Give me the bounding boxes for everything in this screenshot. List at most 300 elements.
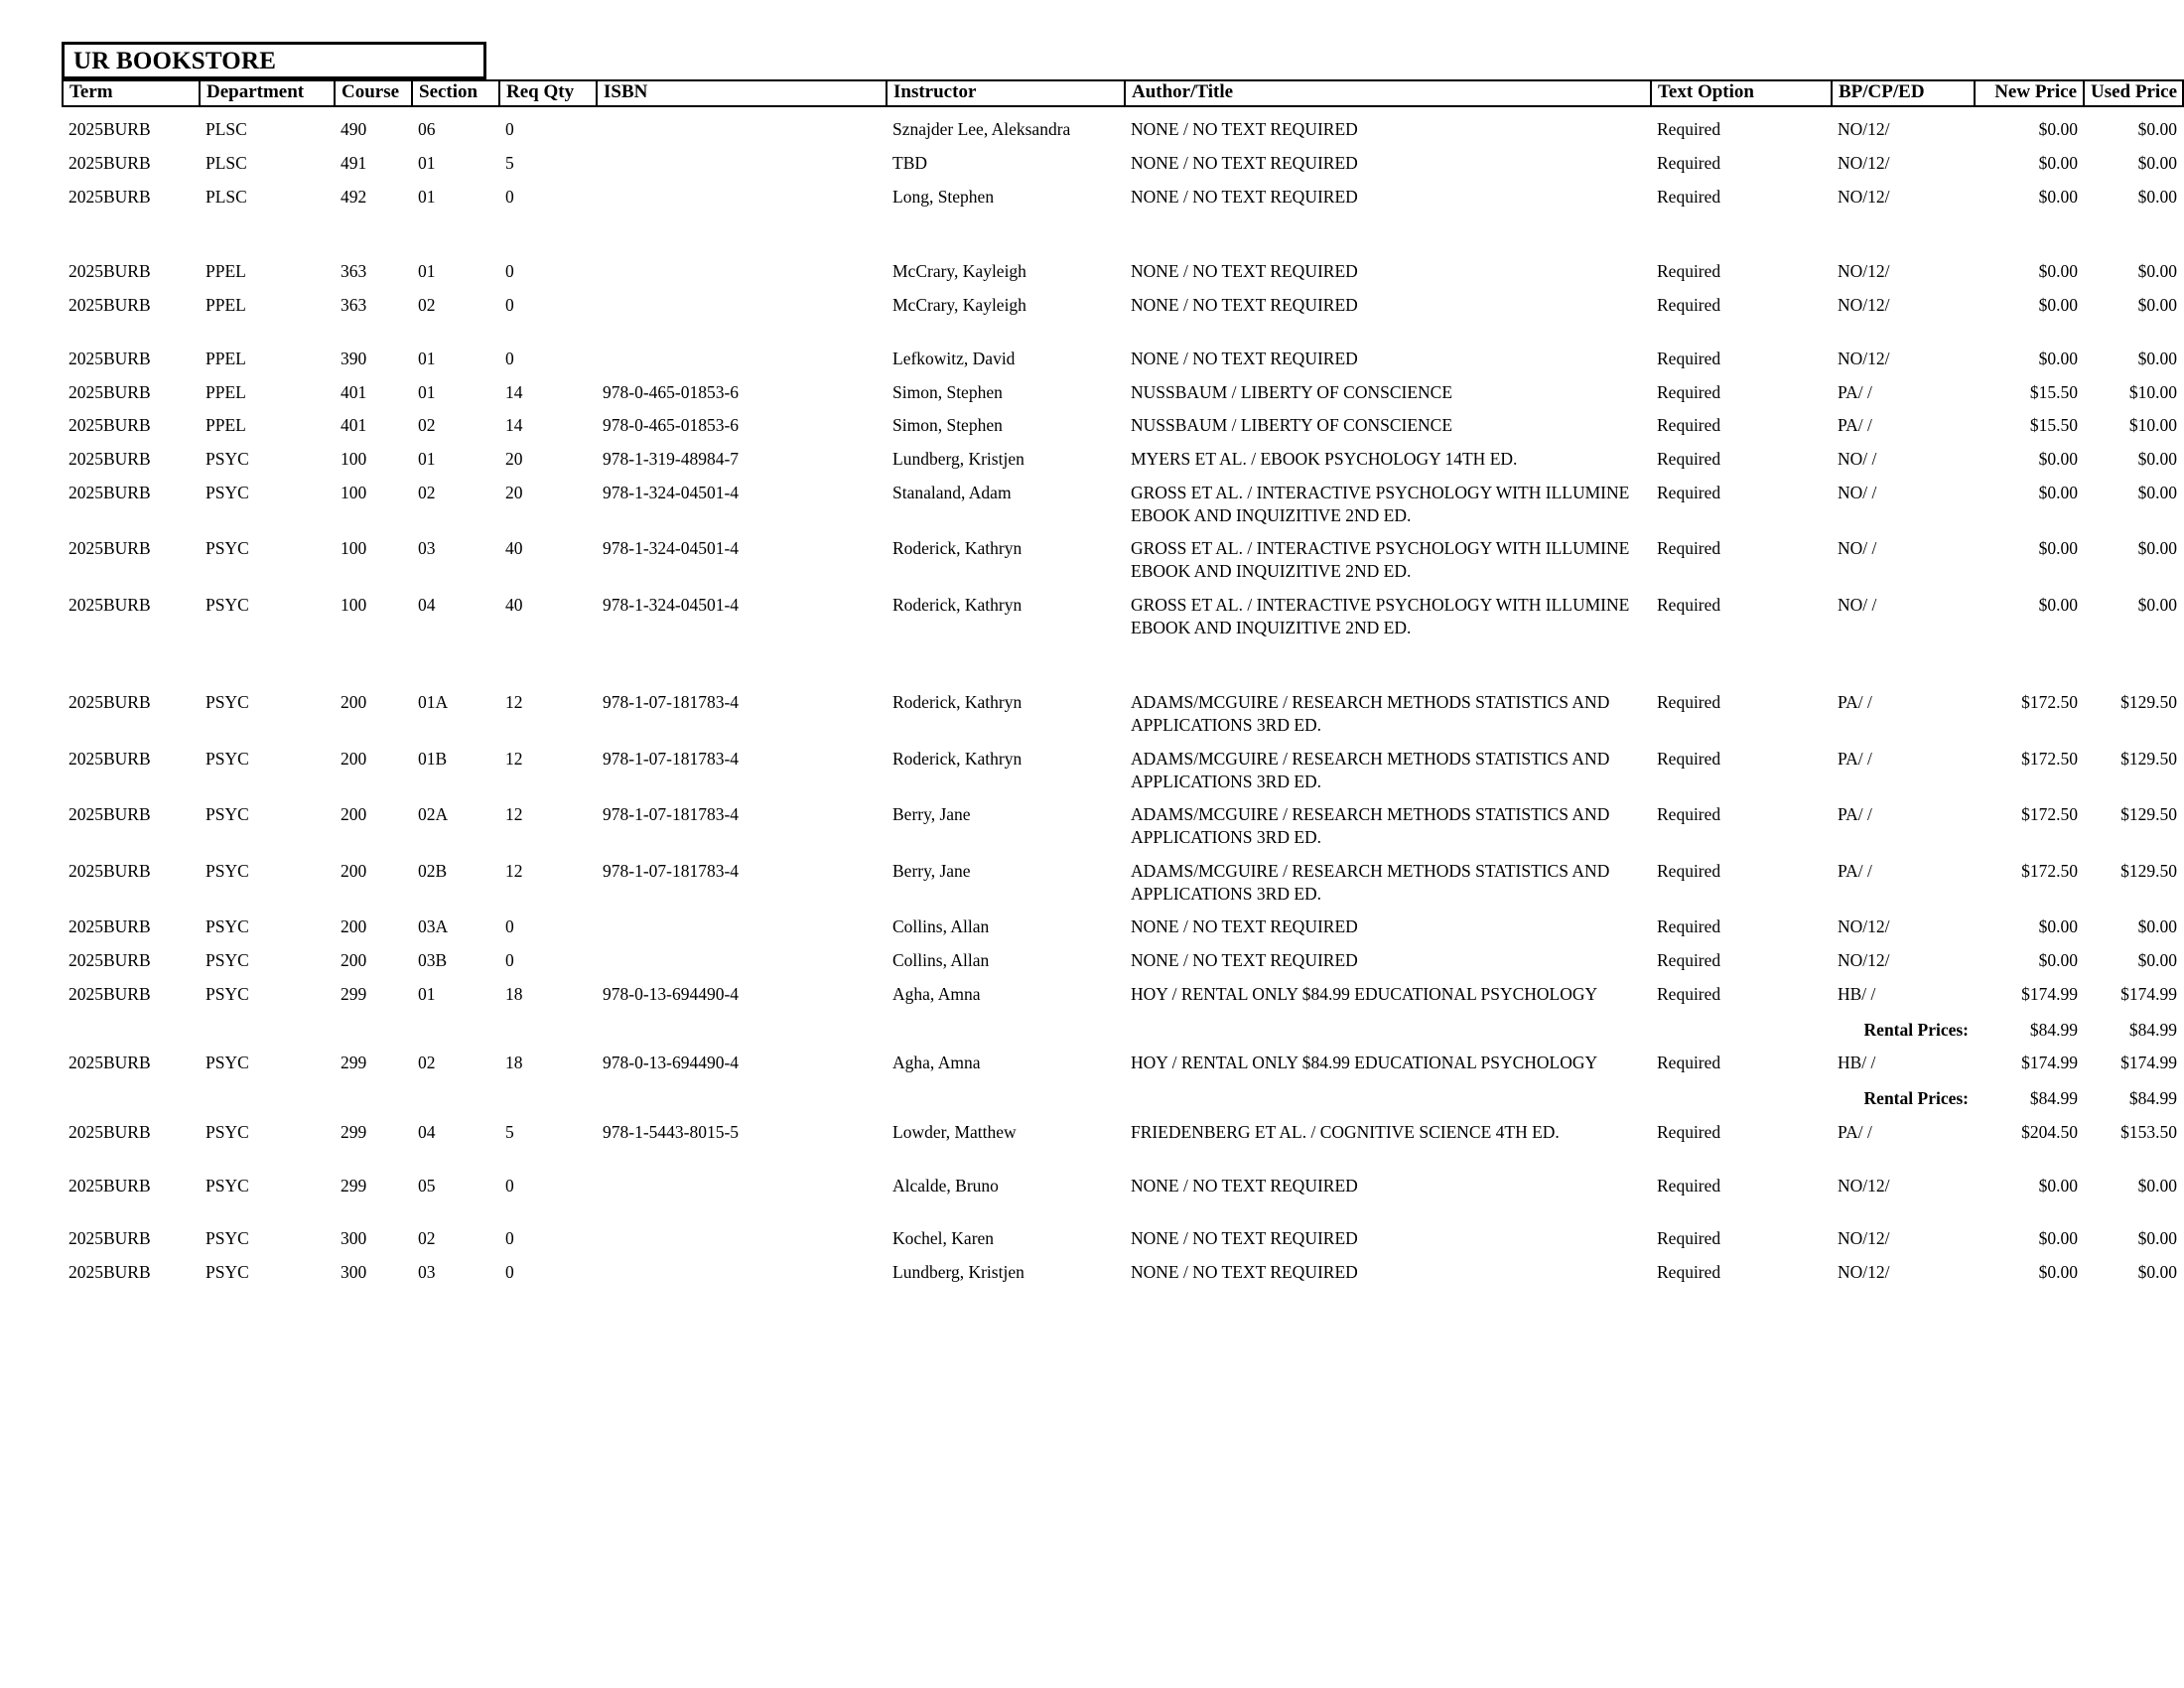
cell-instructor: Long, Stephen [892, 186, 995, 207]
cell-instructor: Roderick, Kathryn [892, 594, 1023, 615]
cell-author-title: NONE / NO TEXT REQUIRED [1131, 348, 1358, 368]
cell-new-price: $174.99 [2021, 1053, 2078, 1073]
cell-course: 492 [341, 186, 367, 207]
cell-used-price: $0.00 [2137, 449, 2177, 469]
cell-req-qty: 0 [505, 1175, 514, 1196]
cell-course: 100 [341, 594, 367, 615]
cell-section: 06 [418, 119, 436, 139]
cell-used-price: $0.00 [2137, 538, 2177, 559]
cell-text-option: Required [1657, 748, 1721, 769]
rental-price-row [63, 1074, 2183, 1110]
cell-new-price: $0.00 [2038, 152, 2078, 173]
cell-section: 01 [418, 186, 436, 207]
cell-bp-cp-ed: PA/ / [1838, 692, 1872, 713]
column-header-req-qty: Req Qty [499, 80, 597, 106]
cell-section: 01A [418, 692, 449, 713]
cell-bp-cp-ed: NO/12/ [1838, 916, 1890, 937]
cell-term: 2025BURB [68, 916, 151, 937]
rental-empty-cell [597, 1074, 887, 1110]
cell-section: 02 [418, 295, 436, 315]
cell-department: PSYC [205, 538, 249, 559]
cell-text-option: Required [1657, 950, 1721, 970]
cell-isbn [597, 337, 887, 370]
cell-section: 04 [418, 594, 436, 615]
cell-isbn [597, 175, 887, 209]
cell-isbn: 978-1-324-04501-4 [603, 594, 740, 615]
cell-bp-cp-ed: PA/ / [1838, 860, 1872, 881]
cell-instructor: Alcalde, Bruno [892, 1175, 999, 1196]
cell-instructor: Collins, Allan [892, 916, 990, 937]
table-header-row [63, 80, 2183, 106]
cell-bp-cp-ed: PA/ / [1838, 804, 1872, 825]
row-spacer-cell [63, 1144, 2183, 1164]
cell-term: 2025BURB [68, 983, 151, 1004]
row-spacer [63, 208, 2183, 249]
cell-instructor: Stanaland, Adam [892, 482, 1012, 502]
cell-section: 02 [418, 1053, 436, 1073]
cell-used-price: $174.99 [2120, 983, 2177, 1004]
cell-department: PSYC [205, 1262, 249, 1282]
cell-new-price: $0.00 [2038, 348, 2078, 368]
rental-empty-cell [335, 1074, 412, 1110]
cell-course: 100 [341, 449, 367, 469]
cell-term: 2025BURB [68, 348, 151, 368]
cell-course: 299 [341, 1175, 367, 1196]
cell-text-option: Required [1657, 415, 1721, 436]
cell-author-title: NONE / NO TEXT REQUIRED [1131, 950, 1358, 970]
cell-author-title: NONE / NO TEXT REQUIRED [1131, 295, 1358, 315]
cell-course: 300 [341, 1262, 367, 1282]
cell-isbn: 978-1-07-181783-4 [603, 860, 740, 881]
cell-course: 100 [341, 482, 367, 502]
cell-used-price: $0.00 [2137, 594, 2177, 615]
column-header-isbn: ISBN [597, 80, 887, 106]
cell-course: 299 [341, 1121, 367, 1142]
cell-new-price: $174.99 [2021, 983, 2078, 1004]
cell-author-title: NONE / NO TEXT REQUIRED [1131, 1262, 1358, 1282]
cell-text-option: Required [1657, 860, 1721, 881]
cell-instructor: Simon, Stephen [892, 381, 1003, 402]
cell-bp-cp-ed: NO/12/ [1838, 348, 1890, 368]
cell-bp-cp-ed: PA/ / [1838, 748, 1872, 769]
cell-used-price: $0.00 [2137, 1228, 2177, 1249]
cell-bp-cp-ed: NO/12/ [1838, 152, 1890, 173]
rental-empty-cell [335, 1006, 412, 1042]
cell-author-title: GROSS ET AL. / INTERACTIVE PSYCHOLOGY WITH ILLUMINE EBOOK AND INQUIZITIVE 2ND ED. [1131, 594, 1630, 637]
cell-term: 2025BURB [68, 1121, 151, 1142]
column-header-course: Course [335, 80, 412, 106]
table-row [63, 403, 2183, 437]
cell-course: 300 [341, 1228, 367, 1249]
cell-new-price: $172.50 [2021, 804, 2078, 825]
cell-isbn: 978-0-465-01853-6 [603, 415, 740, 436]
rental-empty-cell [412, 1006, 499, 1042]
cell-new-price: $172.50 [2021, 692, 2078, 713]
cell-new-price: $204.50 [2021, 1121, 2078, 1142]
row-spacer-cell [63, 208, 2183, 249]
cell-author-title: ADAMS/MCGUIRE / RESEARCH METHODS STATISTICS AND APPLICATIONS 3RD ED. [1131, 860, 1610, 904]
cell-section: 02 [418, 415, 436, 436]
table-row [63, 437, 2183, 471]
cell-text-option: Required [1657, 119, 1721, 139]
cell-instructor: TBD [892, 152, 927, 173]
cell-text-option: Required [1657, 1175, 1721, 1196]
cell-new-price: $172.50 [2021, 860, 2078, 881]
cell-text-option: Required [1657, 348, 1721, 368]
cell-department: PSYC [205, 449, 249, 469]
cell-instructor: Roderick, Kathryn [892, 538, 1023, 559]
cell-author-title: NONE / NO TEXT REQUIRED [1131, 1228, 1358, 1249]
cell-instructor: Berry, Jane [892, 860, 971, 881]
cell-author-title: NUSSBAUM / LIBERTY OF CONSCIENCE [1131, 381, 1453, 402]
column-header-author-title: Author/Title [1125, 80, 1651, 106]
cell-used-price: $10.00 [2128, 381, 2177, 402]
cell-section: 02B [418, 860, 448, 881]
table-row [63, 792, 2183, 849]
cell-course: 200 [341, 950, 367, 970]
cell-isbn [597, 249, 887, 283]
column-header-bp-cp-ed: BP/CP/ED [1832, 80, 1975, 106]
cell-department: PSYC [205, 983, 249, 1004]
cell-isbn: 978-0-13-694490-4 [603, 1053, 740, 1073]
cell-department: PPEL [205, 381, 246, 402]
cell-used-price: $129.50 [2120, 804, 2177, 825]
cell-author-title: NUSSBAUM / LIBERTY OF CONSCIENCE [1131, 415, 1453, 436]
cell-bp-cp-ed: HB/ / [1838, 1053, 1876, 1073]
cell-new-price: $0.00 [2038, 916, 2078, 937]
table-row [63, 337, 2183, 370]
cell-text-option: Required [1657, 152, 1721, 173]
table-header [63, 80, 2183, 106]
cell-author-title: ADAMS/MCGUIRE / RESEARCH METHODS STATISTICS AND APPLICATIONS 3RD ED. [1131, 692, 1610, 735]
cell-isbn [597, 106, 887, 141]
cell-author-title: GROSS ET AL. / INTERACTIVE PSYCHOLOGY WITH ILLUMINE EBOOK AND INQUIZITIVE 2ND ED. [1131, 538, 1630, 581]
cell-bp-cp-ed: NO/12/ [1838, 950, 1890, 970]
cell-term: 2025BURB [68, 261, 151, 282]
cell-new-price: $0.00 [2038, 186, 2078, 207]
cell-section: 03B [418, 950, 448, 970]
cell-isbn: 978-1-324-04501-4 [603, 482, 740, 502]
cell-bp-cp-ed: NO/12/ [1838, 1175, 1890, 1196]
cell-req-qty: 0 [505, 916, 514, 937]
cell-bp-cp-ed: NO/12/ [1838, 1228, 1890, 1249]
cell-course: 100 [341, 538, 367, 559]
table-row [63, 905, 2183, 938]
cell-new-price: $172.50 [2021, 748, 2078, 769]
cell-term: 2025BURB [68, 1053, 151, 1073]
table-row [63, 583, 2183, 639]
cell-course: 299 [341, 1053, 367, 1073]
cell-term: 2025BURB [68, 482, 151, 502]
cell-text-option: Required [1657, 1228, 1721, 1249]
cell-text-option: Required [1657, 261, 1721, 282]
row-spacer-cell [63, 638, 2183, 680]
cell-section: 02 [418, 482, 436, 502]
rental-empty-cell [412, 1074, 499, 1110]
cell-author-title: HOY / RENTAL ONLY $84.99 EDUCATIONAL PSYCHOLOGY [1131, 1053, 1598, 1073]
cell-text-option: Required [1657, 482, 1721, 502]
cell-course: 490 [341, 119, 367, 139]
table-row [63, 471, 2183, 527]
cell-term: 2025BURB [68, 950, 151, 970]
cell-course: 401 [341, 381, 367, 402]
rental-empty-cell [1651, 1006, 1832, 1042]
rental-empty-cell [63, 1006, 200, 1042]
cell-isbn [597, 1216, 887, 1250]
cell-used-price: $129.50 [2120, 692, 2177, 713]
cell-department: PLSC [205, 152, 247, 173]
cell-new-price: $0.00 [2038, 538, 2078, 559]
cell-term: 2025BURB [68, 1175, 151, 1196]
cell-req-qty: 20 [505, 482, 523, 502]
cell-author-title: FRIEDENBERG ET AL. / COGNITIVE SCIENCE 4TH ED. [1131, 1121, 1560, 1142]
cell-department: PSYC [205, 692, 249, 713]
cell-instructor: Roderick, Kathryn [892, 748, 1023, 769]
table-row [63, 1250, 2183, 1284]
cell-author-title: HOY / RENTAL ONLY $84.99 EDUCATIONAL PSYCHOLOGY [1131, 983, 1598, 1004]
cell-instructor: Agha, Amna [892, 983, 981, 1004]
cell-course: 363 [341, 261, 367, 282]
row-spacer [63, 1196, 2183, 1216]
cell-course: 363 [341, 295, 367, 315]
cell-author-title: NONE / NO TEXT REQUIRED [1131, 916, 1358, 937]
cell-req-qty: 5 [505, 152, 514, 173]
cell-isbn [597, 905, 887, 938]
cell-new-price: $0.00 [2038, 449, 2078, 469]
cell-term: 2025BURB [68, 295, 151, 315]
cell-department: PSYC [205, 950, 249, 970]
cell-req-qty: 0 [505, 1228, 514, 1249]
cell-course: 299 [341, 983, 367, 1004]
table-row [63, 1164, 2183, 1197]
table-row [63, 972, 2183, 1006]
cell-req-qty: 12 [505, 860, 523, 881]
course-adoption-table [62, 79, 2184, 1284]
rental-prices-label: Rental Prices: [1863, 1088, 1969, 1108]
cell-author-title: NONE / NO TEXT REQUIRED [1131, 186, 1358, 207]
cell-term: 2025BURB [68, 538, 151, 559]
cell-bp-cp-ed: HB/ / [1838, 983, 1876, 1004]
cell-used-price: $153.50 [2120, 1121, 2177, 1142]
cell-term: 2025BURB [68, 415, 151, 436]
cell-text-option: Required [1657, 692, 1721, 713]
cell-author-title: ADAMS/MCGUIRE / RESEARCH METHODS STATISTICS AND APPLICATIONS 3RD ED. [1131, 748, 1610, 791]
cell-author-title: NONE / NO TEXT REQUIRED [1131, 1175, 1358, 1196]
cell-department: PSYC [205, 860, 249, 881]
table-row [63, 526, 2183, 583]
cell-text-option: Required [1657, 449, 1721, 469]
column-header-used-price: Used Price [2084, 80, 2183, 106]
cell-req-qty: 0 [505, 119, 514, 139]
cell-used-price: $0.00 [2137, 261, 2177, 282]
cell-term: 2025BURB [68, 804, 151, 825]
cell-section: 01 [418, 348, 436, 368]
cell-author-title: MYERS ET AL. / EBOOK PSYCHOLOGY 14TH ED. [1131, 449, 1518, 469]
cell-req-qty: 12 [505, 748, 523, 769]
cell-course: 200 [341, 692, 367, 713]
cell-department: PPEL [205, 415, 246, 436]
rental-prices-label: Rental Prices: [1863, 1019, 1969, 1040]
cell-author-title: NONE / NO TEXT REQUIRED [1131, 152, 1358, 173]
cell-bp-cp-ed: NO/ / [1838, 482, 1877, 502]
cell-department: PSYC [205, 916, 249, 937]
cell-instructor: Lowder, Matthew [892, 1121, 1017, 1142]
cell-department: PSYC [205, 804, 249, 825]
cell-section: 03A [418, 916, 449, 937]
cell-bp-cp-ed: NO/12/ [1838, 119, 1890, 139]
cell-instructor: Lundberg, Kristjen [892, 1262, 1024, 1282]
cell-bp-cp-ed: NO/12/ [1838, 186, 1890, 207]
cell-new-price: $15.50 [2029, 415, 2078, 436]
cell-used-price: $0.00 [2137, 1175, 2177, 1196]
cell-isbn: 978-1-07-181783-4 [603, 748, 740, 769]
cell-isbn [597, 1250, 887, 1284]
rental-used-price: $84.99 [2128, 1019, 2177, 1040]
table-row [63, 175, 2183, 209]
cell-used-price: $129.50 [2120, 860, 2177, 881]
cell-course: 491 [341, 152, 367, 173]
cell-instructor: Berry, Jane [892, 804, 971, 825]
table-row [63, 370, 2183, 404]
cell-isbn: 978-1-5443-8015-5 [603, 1121, 740, 1142]
cell-bp-cp-ed: NO/12/ [1838, 261, 1890, 282]
rental-empty-cell [499, 1006, 597, 1042]
cell-bp-cp-ed: PA/ / [1838, 1121, 1872, 1142]
cell-instructor: Collins, Allan [892, 950, 990, 970]
cell-bp-cp-ed: PA/ / [1838, 415, 1872, 436]
cell-author-title: NONE / NO TEXT REQUIRED [1131, 119, 1358, 139]
cell-instructor: Agha, Amna [892, 1053, 981, 1073]
cell-course: 390 [341, 348, 367, 368]
cell-instructor: Simon, Stephen [892, 415, 1003, 436]
rental-empty-cell [597, 1006, 887, 1042]
cell-req-qty: 0 [505, 186, 514, 207]
cell-instructor: McCrary, Kayleigh [892, 261, 1026, 282]
table-row [63, 1041, 2183, 1074]
cell-req-qty: 12 [505, 692, 523, 713]
cell-department: PSYC [205, 1228, 249, 1249]
column-header-new-price: New Price [1975, 80, 2084, 106]
cell-course: 200 [341, 916, 367, 937]
cell-req-qty: 12 [505, 804, 523, 825]
rental-empty-cell [887, 1006, 1125, 1042]
rental-empty-cell [1651, 1074, 1832, 1110]
cell-section: 04 [418, 1121, 436, 1142]
cell-isbn [597, 938, 887, 972]
cell-isbn [597, 1164, 887, 1197]
cell-instructor: Kochel, Karen [892, 1228, 995, 1249]
cell-department: PSYC [205, 1175, 249, 1196]
cell-req-qty: 14 [505, 381, 523, 402]
cell-term: 2025BURB [68, 692, 151, 713]
cell-req-qty: 0 [505, 261, 514, 282]
cell-isbn: 978-1-324-04501-4 [603, 538, 740, 559]
cell-text-option: Required [1657, 983, 1721, 1004]
table-row [63, 680, 2183, 737]
cell-section: 02A [418, 804, 449, 825]
cell-used-price: $0.00 [2137, 152, 2177, 173]
cell-req-qty: 0 [505, 295, 514, 315]
cell-instructor: McCrary, Kayleigh [892, 295, 1026, 315]
row-spacer [63, 1144, 2183, 1164]
row-spacer-cell [63, 1196, 2183, 1216]
cell-term: 2025BURB [68, 186, 151, 207]
cell-new-price: $15.50 [2029, 381, 2078, 402]
column-header-term: Term [63, 80, 200, 106]
rental-price-row [63, 1006, 2183, 1042]
cell-text-option: Required [1657, 1053, 1721, 1073]
cell-used-price: $0.00 [2137, 186, 2177, 207]
cell-department: PSYC [205, 482, 249, 502]
cell-instructor: Roderick, Kathryn [892, 692, 1023, 713]
cell-new-price: $0.00 [2038, 482, 2078, 502]
cell-new-price: $0.00 [2038, 1262, 2078, 1282]
rental-empty-cell [499, 1074, 597, 1110]
cell-term: 2025BURB [68, 119, 151, 139]
cell-section: 01 [418, 261, 436, 282]
cell-term: 2025BURB [68, 860, 151, 881]
cell-text-option: Required [1657, 538, 1721, 559]
rental-used-price: $84.99 [2128, 1088, 2177, 1108]
cell-text-option: Required [1657, 594, 1721, 615]
cell-new-price: $0.00 [2038, 594, 2078, 615]
row-spacer [63, 317, 2183, 337]
rental-new-price: $84.99 [2029, 1088, 2078, 1108]
cell-term: 2025BURB [68, 381, 151, 402]
cell-used-price: $0.00 [2137, 348, 2177, 368]
cell-new-price: $0.00 [2038, 1175, 2078, 1196]
row-spacer [63, 638, 2183, 680]
cell-text-option: Required [1657, 186, 1721, 207]
cell-instructor: Lundberg, Kristjen [892, 449, 1024, 469]
cell-term: 2025BURB [68, 152, 151, 173]
cell-used-price: $0.00 [2137, 950, 2177, 970]
table-row [63, 141, 2183, 175]
rental-empty-cell [1125, 1074, 1651, 1110]
cell-term: 2025BURB [68, 594, 151, 615]
cell-new-price: $0.00 [2038, 295, 2078, 315]
cell-isbn: 978-1-319-48984-7 [603, 449, 740, 469]
table-row [63, 849, 2183, 906]
column-header-text-option: Text Option [1651, 80, 1832, 106]
cell-section: 02 [418, 1228, 436, 1249]
column-header-instructor: Instructor [887, 80, 1125, 106]
cell-course: 200 [341, 804, 367, 825]
report-title-box [62, 42, 486, 79]
cell-isbn: 978-0-465-01853-6 [603, 381, 740, 402]
cell-text-option: Required [1657, 1262, 1721, 1282]
cell-author-title: ADAMS/MCGUIRE / RESEARCH METHODS STATISTICS AND APPLICATIONS 3RD ED. [1131, 804, 1610, 847]
cell-bp-cp-ed: NO/12/ [1838, 1262, 1890, 1282]
cell-req-qty: 0 [505, 1262, 514, 1282]
rental-new-price: $84.99 [2029, 1019, 2078, 1040]
cell-req-qty: 0 [505, 950, 514, 970]
cell-department: PPEL [205, 295, 246, 315]
cell-course: 200 [341, 748, 367, 769]
cell-new-price: $0.00 [2038, 119, 2078, 139]
cell-bp-cp-ed: PA/ / [1838, 381, 1872, 402]
cell-bp-cp-ed: NO/ / [1838, 449, 1877, 469]
table-row [63, 283, 2183, 317]
cell-used-price: $129.50 [2120, 748, 2177, 769]
cell-term: 2025BURB [68, 1228, 151, 1249]
cell-department: PSYC [205, 748, 249, 769]
cell-section: 01 [418, 152, 436, 173]
column-header-section: Section [412, 80, 499, 106]
cell-req-qty: 18 [505, 1053, 523, 1073]
cell-department: PPEL [205, 348, 246, 368]
cell-text-option: Required [1657, 381, 1721, 402]
